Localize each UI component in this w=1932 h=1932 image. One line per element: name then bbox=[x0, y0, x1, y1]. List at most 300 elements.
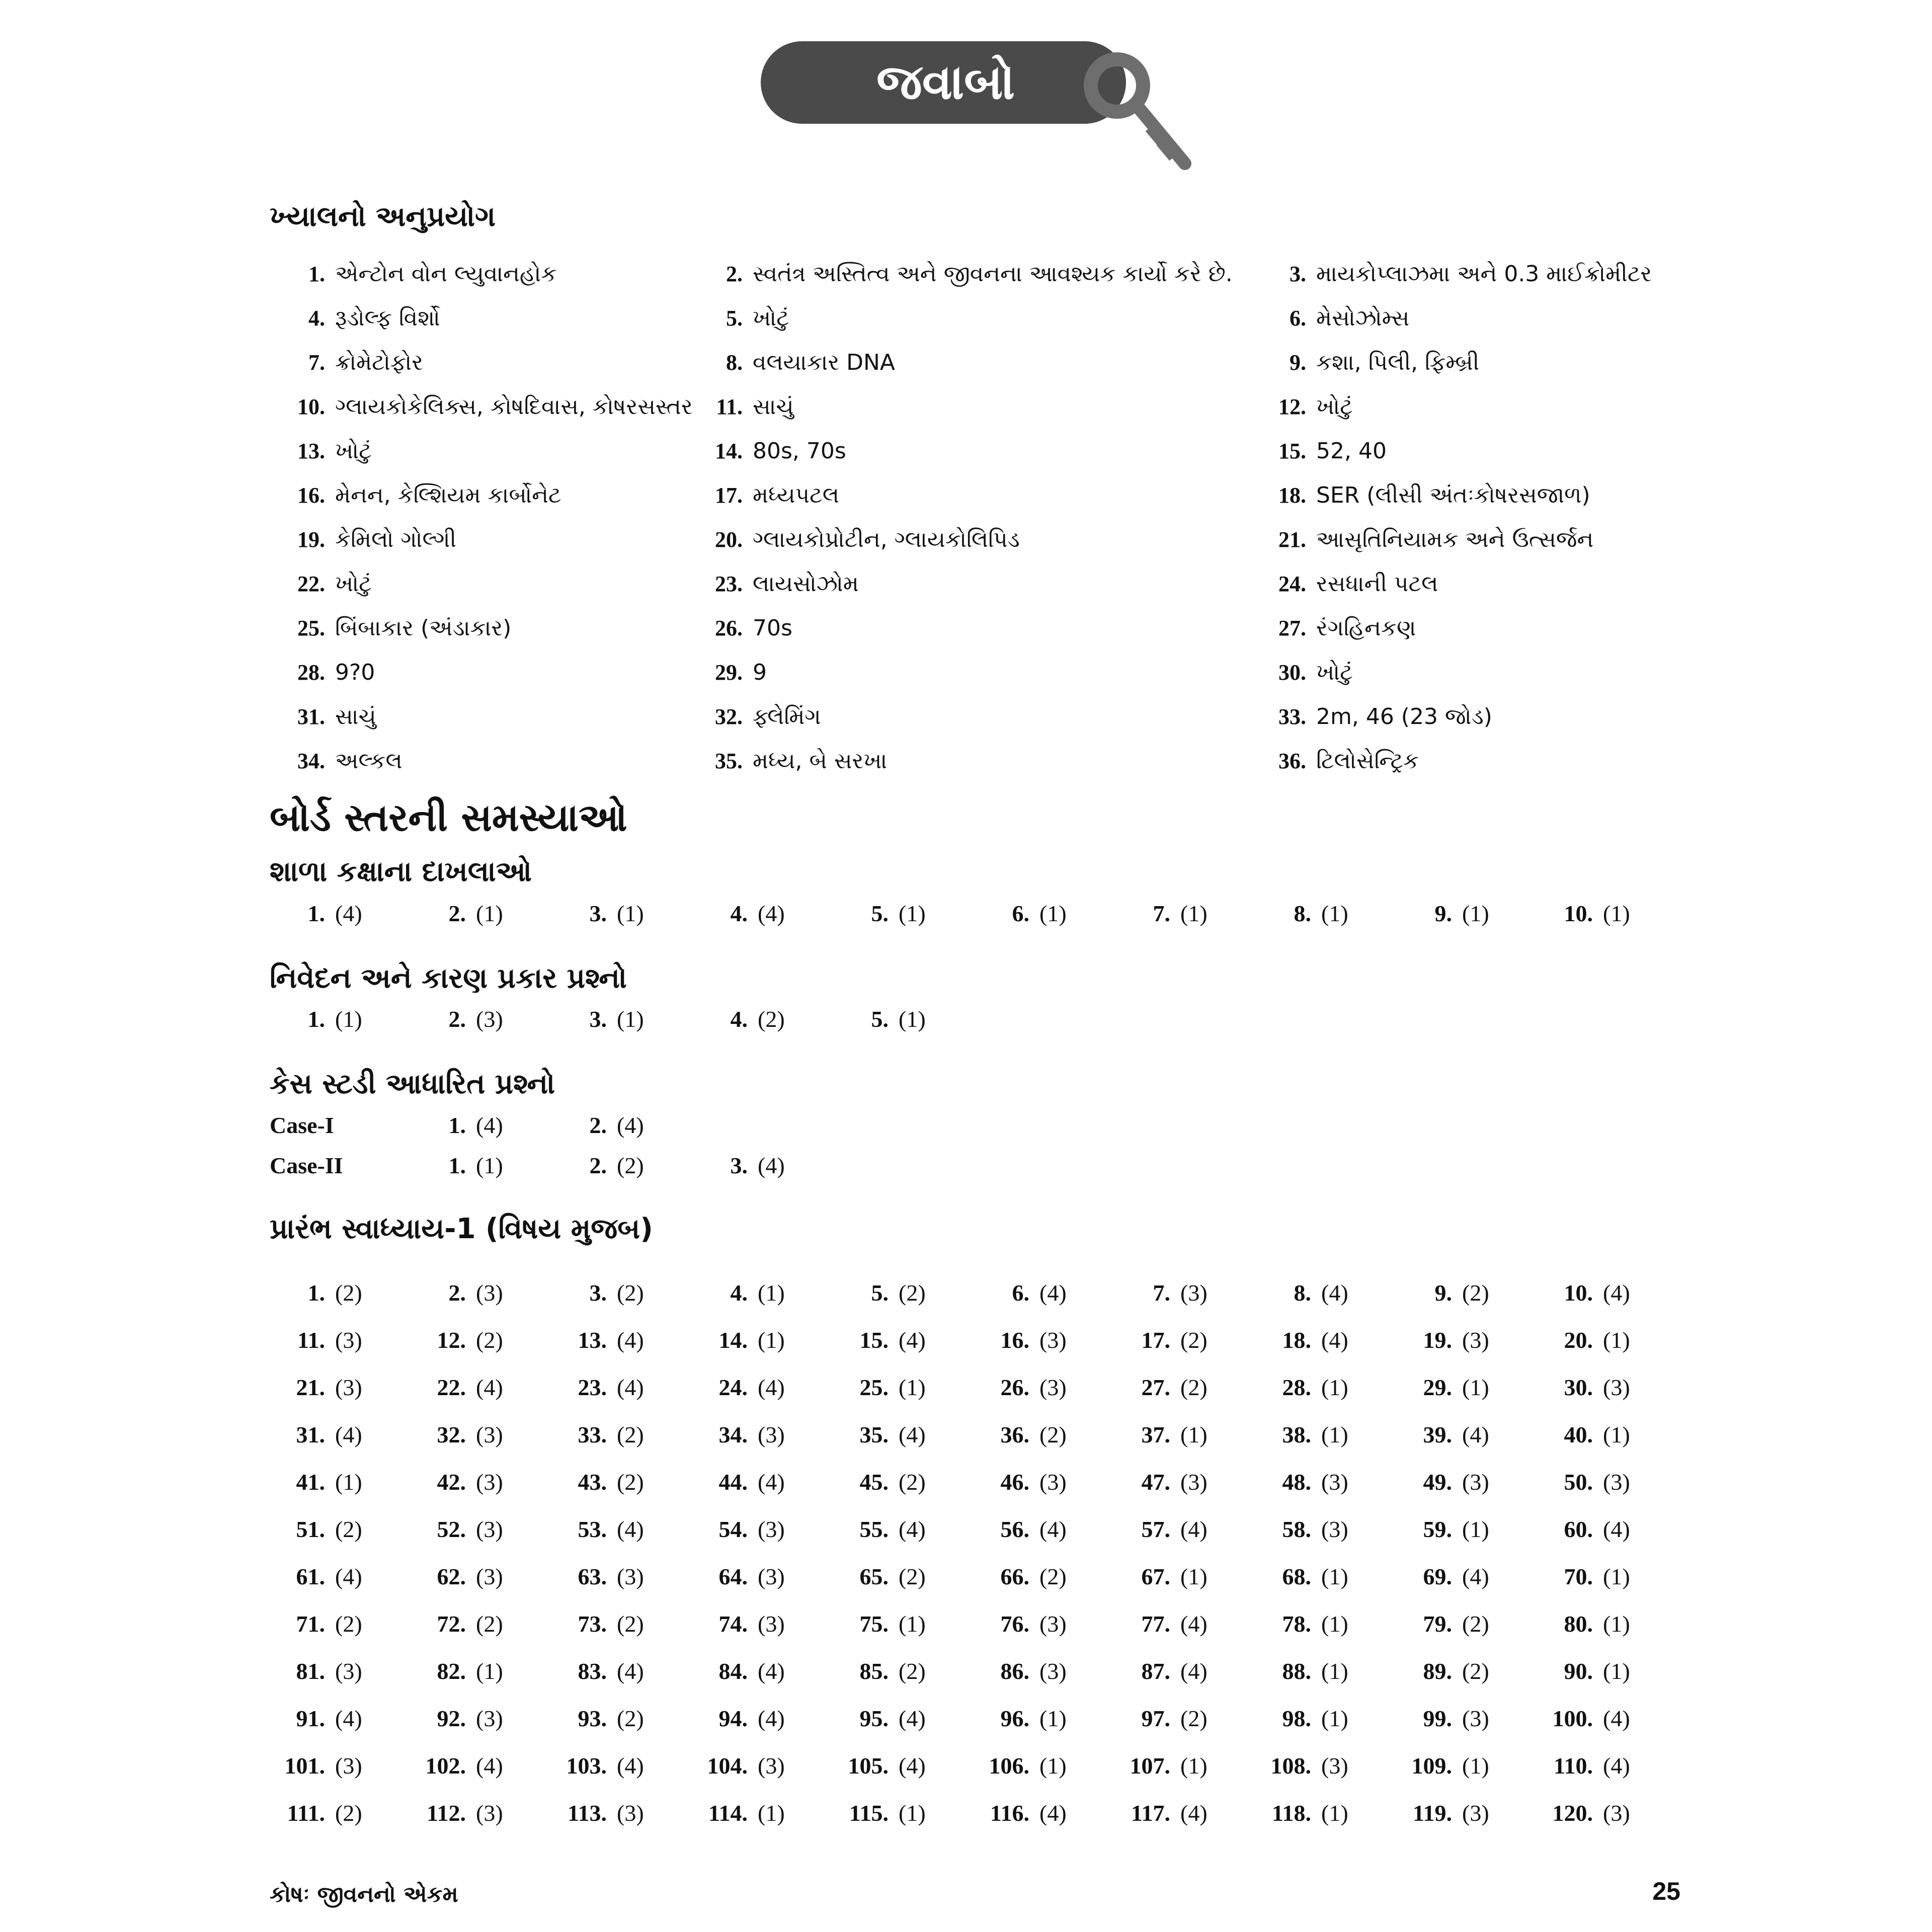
answer-option: (1) bbox=[1321, 1800, 1348, 1826]
question-number: 3. bbox=[589, 1006, 607, 1032]
question-number: 74. bbox=[718, 1611, 748, 1637]
answer-option: (4) bbox=[617, 1752, 644, 1779]
answer-option: (1) bbox=[899, 900, 926, 926]
question-number: 13. bbox=[297, 438, 325, 463]
concept-item bbox=[270, 252, 556, 296]
question-number: 105. bbox=[848, 1752, 889, 1779]
concept-item bbox=[1251, 650, 1353, 694]
concept-row bbox=[270, 694, 1729, 739]
answer-row bbox=[270, 1647, 1729, 1695]
answer-option: (1) bbox=[335, 1469, 362, 1495]
concept-item bbox=[687, 606, 792, 650]
answer-option: (4) bbox=[1039, 1800, 1067, 1826]
concept-item bbox=[687, 517, 1020, 561]
answer-option: (4) bbox=[1039, 1516, 1067, 1542]
answer-item bbox=[1115, 1505, 1208, 1553]
question-number: 33. bbox=[578, 1421, 607, 1447]
question-number: 62. bbox=[437, 1563, 466, 1589]
answer-item bbox=[1538, 1647, 1630, 1695]
question-number: 54. bbox=[718, 1516, 748, 1542]
question-number: 53. bbox=[578, 1516, 607, 1542]
answer-item bbox=[1256, 1647, 1348, 1695]
question-number: 1. bbox=[448, 1152, 466, 1178]
answer-item bbox=[1397, 1269, 1489, 1316]
answer-option: (3) bbox=[1603, 1374, 1630, 1400]
concept-row bbox=[270, 384, 1729, 429]
answer-item bbox=[692, 1269, 785, 1316]
concept-item bbox=[1251, 340, 1479, 384]
question-number: 37. bbox=[1141, 1421, 1170, 1447]
answer-option: (2) bbox=[1039, 1563, 1067, 1589]
classroom-answers bbox=[270, 893, 1729, 933]
question-number: 4. bbox=[730, 1279, 748, 1306]
answer-option: (3) bbox=[1321, 1469, 1348, 1495]
question-number: 34. bbox=[297, 748, 325, 773]
answer-item bbox=[833, 1695, 926, 1742]
question-number: 1. bbox=[307, 1279, 325, 1306]
question-number: 117. bbox=[1131, 1800, 1170, 1826]
question-number: 2. bbox=[726, 261, 743, 286]
answer-item bbox=[974, 1742, 1067, 1789]
answer-item bbox=[1397, 1316, 1489, 1363]
answer-item bbox=[411, 1742, 503, 1789]
answer-item bbox=[692, 1647, 785, 1695]
answer-text: ફ્લેમિંગ bbox=[753, 703, 821, 730]
question-number: 7. bbox=[308, 350, 325, 375]
question-number: 20. bbox=[1564, 1327, 1593, 1353]
question-number: 77. bbox=[1141, 1611, 1170, 1637]
answer-option: (4) bbox=[476, 1112, 503, 1138]
concept-item bbox=[687, 429, 846, 473]
answer-option: (2) bbox=[335, 1516, 362, 1542]
answer-option: (4) bbox=[1180, 1800, 1208, 1826]
question-number: 81. bbox=[296, 1658, 325, 1684]
answer-option: (4) bbox=[335, 1705, 362, 1731]
answer-item bbox=[270, 1411, 362, 1458]
answer-option: (3) bbox=[476, 1516, 503, 1542]
answer-item bbox=[270, 1458, 362, 1505]
question-number: 60. bbox=[1564, 1516, 1593, 1542]
answer-option: (4) bbox=[1180, 1611, 1208, 1637]
answer-option: (1) bbox=[1321, 1611, 1348, 1637]
answer-row bbox=[270, 1458, 1729, 1505]
question-number: 83. bbox=[578, 1658, 607, 1684]
question-number: 34. bbox=[718, 1421, 748, 1447]
answer-item bbox=[411, 1553, 503, 1600]
answer-option: (3) bbox=[335, 1374, 362, 1400]
question-number: 115. bbox=[849, 1800, 889, 1826]
answer-item bbox=[833, 1505, 926, 1553]
question-number: 8. bbox=[726, 350, 743, 375]
answer-item bbox=[411, 1411, 503, 1458]
answer-option: (1) bbox=[1462, 900, 1489, 926]
concept-item bbox=[1251, 739, 1419, 783]
concept-row bbox=[270, 252, 1729, 296]
answer-option: (2) bbox=[899, 1279, 926, 1306]
answer-option: (4) bbox=[476, 1752, 503, 1779]
question-number: 46. bbox=[1000, 1469, 1029, 1495]
question-number: 101. bbox=[284, 1752, 325, 1779]
answer-item bbox=[551, 893, 644, 933]
question-number: 104. bbox=[707, 1752, 748, 1779]
question-number: 50. bbox=[1564, 1469, 1593, 1495]
answer-item bbox=[270, 1695, 362, 1742]
question-number: 1. bbox=[307, 900, 325, 926]
concept-row bbox=[270, 650, 1729, 694]
answer-item bbox=[1115, 1600, 1208, 1647]
question-number: 3. bbox=[1290, 261, 1306, 286]
concept-row bbox=[270, 473, 1729, 517]
answer-text: કશા, પિલી, ફિમ્બ્રી bbox=[1316, 349, 1480, 375]
answer-option: (3) bbox=[476, 1421, 503, 1447]
question-number: 120. bbox=[1552, 1800, 1593, 1826]
question-number: 119. bbox=[1413, 1800, 1452, 1826]
question-number: 7. bbox=[1153, 900, 1170, 926]
answer-text: મેસોઝોમ્સ bbox=[1316, 305, 1410, 331]
question-number: 102. bbox=[425, 1752, 466, 1779]
answer-option: (4) bbox=[1462, 1563, 1489, 1589]
answer-item bbox=[974, 1411, 1067, 1458]
answer-text: લાયસોઝોમ bbox=[753, 571, 859, 597]
question-number: 22. bbox=[297, 571, 325, 596]
answer-option: (4) bbox=[1039, 1279, 1067, 1306]
question-number: 30. bbox=[1278, 660, 1306, 685]
answer-option: (2) bbox=[1039, 1421, 1067, 1447]
answer-item bbox=[1538, 1411, 1630, 1458]
answer-option: (2) bbox=[476, 1327, 503, 1353]
concept-item bbox=[687, 694, 821, 739]
answer-text: મધ્ય, બે સરખા bbox=[753, 748, 888, 774]
question-number: 42. bbox=[437, 1469, 466, 1495]
concept-item bbox=[270, 561, 372, 606]
answer-item bbox=[974, 1363, 1067, 1411]
question-number: 85. bbox=[859, 1658, 889, 1684]
question-number: 14. bbox=[718, 1327, 748, 1353]
answer-option: (3) bbox=[1321, 1516, 1348, 1542]
answer-item bbox=[1115, 1553, 1208, 1600]
answer-item bbox=[270, 1316, 362, 1363]
answer-option: (1) bbox=[899, 1006, 926, 1032]
answer-option: (1) bbox=[476, 900, 503, 926]
answer-item bbox=[270, 1363, 362, 1411]
answer-option: (1) bbox=[1321, 1705, 1348, 1731]
concept-item bbox=[1251, 252, 1652, 296]
concept-item bbox=[687, 252, 1233, 296]
answer-option: (1) bbox=[1603, 900, 1630, 926]
answer-item bbox=[1115, 1316, 1208, 1363]
answer-item bbox=[1256, 1695, 1348, 1742]
concept-item bbox=[687, 561, 859, 606]
answer-row bbox=[270, 1553, 1729, 1600]
answer-option: (3) bbox=[1462, 1469, 1489, 1495]
question-number: 14. bbox=[715, 438, 743, 463]
answer-option: (2) bbox=[899, 1563, 926, 1589]
answer-item bbox=[551, 1316, 644, 1363]
answer-option: (3) bbox=[476, 1469, 503, 1495]
question-number: 36. bbox=[1000, 1421, 1029, 1447]
answer-option: (1) bbox=[1039, 1705, 1067, 1731]
answer-item bbox=[974, 1505, 1067, 1553]
answer-option: (1) bbox=[1603, 1658, 1630, 1684]
question-number: 26. bbox=[1000, 1374, 1029, 1400]
answer-item bbox=[692, 1600, 785, 1647]
question-number: 73. bbox=[578, 1611, 607, 1637]
concept-item bbox=[270, 606, 511, 650]
answer-item bbox=[1538, 1742, 1630, 1789]
answer-row bbox=[270, 1789, 1729, 1836]
answer-item bbox=[411, 1269, 503, 1316]
question-number: 15. bbox=[859, 1327, 889, 1353]
answer-item bbox=[551, 1145, 644, 1185]
answer-option: (4) bbox=[758, 1152, 785, 1178]
question-number: 56. bbox=[1000, 1516, 1029, 1542]
answer-item bbox=[1397, 1505, 1489, 1553]
answer-item bbox=[692, 1145, 785, 1185]
concept-item bbox=[1251, 384, 1353, 429]
question-number: 6. bbox=[1012, 1279, 1029, 1306]
question-number: 21. bbox=[296, 1374, 325, 1400]
question-number: 7. bbox=[1153, 1279, 1170, 1306]
answer-option: (2) bbox=[476, 1611, 503, 1637]
practice-answers bbox=[270, 1269, 1729, 1836]
answer-item bbox=[692, 1553, 785, 1600]
question-number: 5. bbox=[871, 900, 889, 926]
answer-option: (3) bbox=[1039, 1658, 1067, 1684]
question-number: 70. bbox=[1564, 1563, 1593, 1589]
answer-item bbox=[411, 999, 503, 1039]
question-number: 88. bbox=[1282, 1658, 1311, 1684]
question-number: 96. bbox=[1000, 1705, 1029, 1731]
question-number: 38. bbox=[1282, 1421, 1311, 1447]
answer-item bbox=[1115, 1742, 1208, 1789]
answer-option: (4) bbox=[1603, 1279, 1630, 1306]
question-number: 33. bbox=[1278, 704, 1306, 729]
answer-option: (2) bbox=[617, 1279, 644, 1306]
answer-item bbox=[1256, 1269, 1348, 1316]
answer-item bbox=[411, 1316, 503, 1363]
answer-item bbox=[1538, 1458, 1630, 1505]
answer-option: (1) bbox=[1321, 1658, 1348, 1684]
answer-item bbox=[270, 1505, 362, 1553]
answer-option: (1) bbox=[1603, 1563, 1630, 1589]
question-number: 80. bbox=[1564, 1611, 1593, 1637]
concept-item bbox=[1251, 296, 1409, 340]
answer-item bbox=[1256, 1505, 1348, 1553]
question-number: 116. bbox=[990, 1800, 1029, 1826]
answer-text: રૂડોલ્ફ વિર્શો bbox=[335, 305, 440, 331]
answer-option: (1) bbox=[476, 1658, 503, 1684]
concept-answers bbox=[270, 252, 1729, 783]
answer-option: (4) bbox=[899, 1327, 926, 1353]
question-number: 9. bbox=[1434, 900, 1452, 926]
question-number: 11. bbox=[297, 1327, 325, 1353]
answer-option: (2) bbox=[617, 1469, 644, 1495]
question-number: 1. bbox=[448, 1112, 466, 1138]
question-number: 13. bbox=[578, 1327, 607, 1353]
question-number: 69. bbox=[1423, 1563, 1452, 1589]
answer-option: (1) bbox=[617, 1006, 644, 1032]
answer-item bbox=[1115, 1695, 1208, 1742]
answer-item bbox=[1538, 1553, 1630, 1600]
answer-item bbox=[1538, 1316, 1630, 1363]
question-number: 75. bbox=[859, 1611, 889, 1637]
concept-item bbox=[1251, 561, 1438, 606]
answer-item bbox=[1256, 1742, 1348, 1789]
question-number: 76. bbox=[1000, 1611, 1029, 1637]
answer-item bbox=[833, 1411, 926, 1458]
answer-item bbox=[551, 1269, 644, 1316]
answer-item bbox=[1397, 1458, 1489, 1505]
question-number: 103. bbox=[566, 1752, 607, 1779]
answer-item bbox=[551, 1458, 644, 1505]
question-number: 9. bbox=[1434, 1279, 1452, 1306]
answer-text: એન્ટોન વોન લ્યુવાનહોક bbox=[335, 261, 557, 287]
concept-item bbox=[270, 694, 376, 739]
question-number: 1. bbox=[307, 1006, 325, 1032]
answer-item bbox=[1115, 893, 1208, 933]
answer-option: (1) bbox=[476, 1152, 503, 1178]
answer-option: (3) bbox=[758, 1516, 785, 1542]
answer-item bbox=[1256, 1458, 1348, 1505]
answer-item bbox=[974, 1269, 1067, 1316]
answer-item bbox=[1256, 1600, 1348, 1647]
question-number: 28. bbox=[1282, 1374, 1311, 1400]
answer-item bbox=[1397, 1695, 1489, 1742]
answer-text: ખોટું bbox=[1316, 659, 1353, 685]
answer-item bbox=[692, 1505, 785, 1553]
answer-item bbox=[1115, 1411, 1208, 1458]
question-number: 3. bbox=[589, 1279, 607, 1306]
answer-option: (3) bbox=[1321, 1752, 1348, 1779]
answer-text: ખોટું bbox=[335, 438, 372, 464]
case-label: Case-II bbox=[270, 1152, 343, 1178]
answer-option: (4) bbox=[617, 1516, 644, 1542]
answer-item bbox=[1397, 1411, 1489, 1458]
question-number: 112. bbox=[427, 1800, 466, 1826]
question-number: 6. bbox=[1290, 305, 1306, 331]
answer-item bbox=[551, 1363, 644, 1411]
answer-option: (2) bbox=[335, 1611, 362, 1637]
answer-text: ક્રોમેટોફોર bbox=[335, 349, 423, 375]
question-number: 66. bbox=[1000, 1563, 1029, 1589]
question-number: 118. bbox=[1272, 1800, 1311, 1826]
answer-text: 52, 40 bbox=[1316, 438, 1387, 464]
answer-item bbox=[1256, 1411, 1348, 1458]
answer-item bbox=[270, 893, 362, 933]
question-number: 45. bbox=[859, 1469, 889, 1495]
answer-item bbox=[692, 1411, 785, 1458]
answer-item bbox=[411, 1458, 503, 1505]
question-number: 55. bbox=[859, 1516, 889, 1542]
answer-option: (4) bbox=[335, 1563, 362, 1589]
chapter-name: કોષઃ જીવનનો એકમ bbox=[270, 1882, 458, 1907]
question-number: 21. bbox=[1278, 527, 1306, 552]
answer-item bbox=[833, 1742, 926, 1789]
answer-option: (3) bbox=[335, 1327, 362, 1353]
question-number: 32. bbox=[437, 1421, 466, 1447]
question-number: 52. bbox=[437, 1516, 466, 1542]
answer-option: (2) bbox=[617, 1152, 644, 1178]
answer-option: (2) bbox=[899, 1658, 926, 1684]
answer-text: ખોટું bbox=[335, 571, 372, 597]
question-number: 3. bbox=[730, 1152, 748, 1178]
question-number: 23. bbox=[715, 571, 743, 596]
answer-text: અલ્કલ bbox=[335, 748, 403, 774]
concept-item bbox=[687, 650, 767, 694]
question-number: 12. bbox=[437, 1327, 466, 1353]
concept-item bbox=[687, 739, 887, 783]
answer-item bbox=[1115, 1363, 1208, 1411]
answer-item bbox=[692, 1316, 785, 1363]
answer-item bbox=[1538, 893, 1630, 933]
answer-option: (3) bbox=[1180, 1279, 1208, 1306]
answer-item bbox=[270, 1600, 362, 1647]
question-number: 28. bbox=[297, 660, 325, 685]
answer-item bbox=[411, 1789, 503, 1836]
question-number: 114. bbox=[708, 1800, 748, 1826]
answer-item bbox=[1256, 1363, 1348, 1411]
question-number: 10. bbox=[1564, 1279, 1593, 1306]
answer-item bbox=[1397, 1647, 1489, 1695]
answer-option: (3) bbox=[1603, 1469, 1630, 1495]
answer-option: (4) bbox=[617, 1658, 644, 1684]
question-number: 94. bbox=[718, 1705, 748, 1731]
question-number: 2. bbox=[589, 1112, 607, 1138]
answer-item bbox=[1538, 1789, 1630, 1836]
answer-option: (3) bbox=[1180, 1469, 1208, 1495]
answer-item bbox=[551, 1695, 644, 1742]
question-number: 71. bbox=[296, 1611, 325, 1637]
question-number: 5. bbox=[871, 1279, 889, 1306]
question-number: 4. bbox=[308, 305, 325, 331]
answer-option: (2) bbox=[617, 1611, 644, 1637]
question-number: 86. bbox=[1000, 1658, 1029, 1684]
answer-row bbox=[270, 1695, 1729, 1742]
answer-text: 80s, 70s bbox=[753, 438, 846, 464]
answer-option: (4) bbox=[1180, 1516, 1208, 1542]
question-number: 27. bbox=[1141, 1374, 1170, 1400]
answer-text: 9?0 bbox=[335, 659, 375, 685]
answer-option: (1) bbox=[335, 1006, 362, 1032]
answer-item bbox=[1397, 1363, 1489, 1411]
answer-option: (3) bbox=[476, 1279, 503, 1306]
answer-option: (3) bbox=[476, 1800, 503, 1826]
answer-text: આસૃતિનિયામક અને ઉત્સર્જન bbox=[1316, 526, 1594, 552]
answer-item bbox=[974, 1553, 1067, 1600]
question-number: 91. bbox=[296, 1705, 325, 1731]
answer-item bbox=[1538, 1600, 1630, 1647]
board-heading: બોર્ડ સ્તરની સમસ્યાઓ bbox=[270, 795, 627, 840]
question-number: 100. bbox=[1552, 1705, 1593, 1731]
answer-item bbox=[270, 1269, 362, 1316]
question-number: 87. bbox=[1141, 1658, 1170, 1684]
answer-option: (4) bbox=[1180, 1658, 1208, 1684]
question-number: 84. bbox=[718, 1658, 748, 1684]
question-number: 3. bbox=[589, 900, 607, 926]
question-number: 65. bbox=[859, 1563, 889, 1589]
answer-option: (4) bbox=[899, 1421, 926, 1447]
answer-option: (2) bbox=[617, 1421, 644, 1447]
answer-option: (3) bbox=[1462, 1327, 1489, 1353]
answer-option: (3) bbox=[1039, 1327, 1067, 1353]
question-number: 5. bbox=[726, 305, 743, 331]
answer-item bbox=[833, 1600, 926, 1647]
question-number: 31. bbox=[297, 704, 325, 729]
concept-item bbox=[687, 473, 839, 517]
answer-row bbox=[270, 1363, 1729, 1411]
question-number: 63. bbox=[578, 1563, 607, 1589]
answer-option: (3) bbox=[1039, 1469, 1067, 1495]
